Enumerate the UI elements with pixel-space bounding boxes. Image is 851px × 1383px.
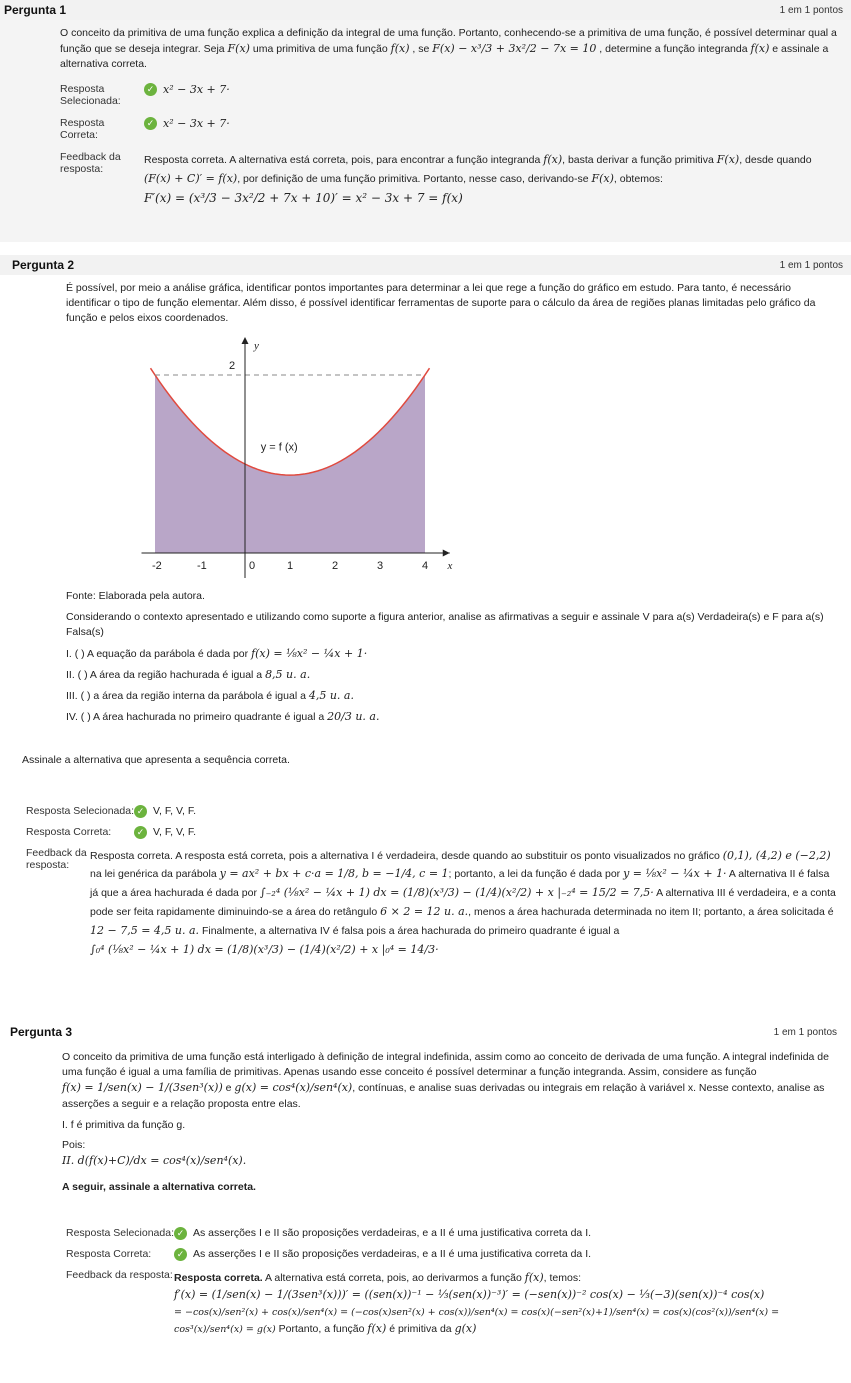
text: A alternativa II é falsa já que a área hachurada é dada por (90, 868, 830, 900)
question-text (62, 1050, 837, 1112)
text: , contínuas, e analise suas derivadas ou integrais em relação à variável x. Nesse contexto, analise as asserções a seguir e a relação proposta entre elas. (62, 1082, 825, 1110)
math: f(x) (367, 1322, 387, 1336)
text: , basta derivar a função primitiva (562, 153, 714, 166)
correct-answer-value: As asserções I e II são proposições verdadeiras, e a II é uma justificativa correta da I. (193, 1248, 592, 1261)
text: O conceito da primitiva de uma função explica a definição da integral de uma função. Portanto, conhecendo-se a primitiva de uma função, é possível determinar qual a função que se deseja integrar. Seja (60, 27, 837, 56)
selected-answer-label: Resposta Selecionada: (26, 804, 134, 817)
correct-answer-label: Resposta Correta: (26, 825, 112, 838)
question-2 (0, 255, 851, 968)
x-tick-labels (152, 560, 428, 572)
text: , desde quando (739, 153, 812, 166)
math: f′(x) = (1/sen(x) − 1/(3sen³(x)))′ = ((sen(x))⁻¹ − ⅓(sen(x))⁻³)′ = (−sen(x))⁻² cos(x) − ⅓(−3)(sen(x))⁻⁴ cos(x) (174, 1288, 765, 1302)
question-text: É possível, por meio a análise gráfica, identificar pontos importantes para determinar a lei que rege a função do gráfico em estudo. Para tanto, é necessário identificar o tipo de função elementar. Além disso, é possível identificar ferramentas de suporte para o cálculo da área de regiões planas limitadas pelo gráfico da função e pelos eixos coordenados. (66, 282, 816, 325)
selected-answer-value: V, F, V, F. (153, 804, 196, 817)
question-points: 1 em 1 pontos (779, 259, 843, 271)
text: , determine a função integranda (599, 43, 748, 56)
correct-answer (90, 826, 837, 839)
check-icon: ✓ (134, 805, 147, 818)
y-axis-arrow (242, 337, 249, 344)
statement-1 (66, 646, 837, 663)
correct-answer (174, 1248, 837, 1261)
feedback-label: Feedback da resposta: (60, 150, 121, 175)
question-3-header (0, 1022, 851, 1042)
text: , obtemos: (613, 172, 663, 185)
question-prompt: Assinale a alternativa que apresenta a sequência correta. (22, 754, 290, 767)
y-axis-label: y (254, 339, 259, 352)
math: y = ax² + bx + c·a = 1/8, b = −1/4, c = 1 (219, 867, 449, 881)
x-tick-label: 1 (287, 559, 294, 572)
question-3-body (0, 1042, 851, 1346)
question-prompt: A seguir, assinale a alternativa correta. (62, 1180, 256, 1193)
correct-answer (144, 117, 837, 141)
text: Finalmente, a alternativa IV é falsa pois a área hachurada do primeiro quadrante é igual a (201, 924, 620, 937)
math: g(x) = cos⁴(x)/sen⁴(x) (234, 1081, 353, 1095)
selected-answer (90, 805, 837, 818)
selected-answer (144, 83, 837, 107)
answer-grid (26, 805, 837, 960)
curve-label: y = f (x) (260, 441, 298, 454)
selected-answer-value: x² − 3x + 7· (163, 82, 230, 96)
selected-answer (174, 1227, 837, 1240)
selected-answer-label: Resposta Selecionada: (60, 82, 121, 107)
answer-grid (60, 83, 837, 210)
text: O conceito da primitiva de uma função está interligado à definição de integral indefinida, assim como ao conceito de derivada de uma função. A integral indefinida de uma função é igual a uma família de primitivas. Apenas usando esse conceito é possível determinar a função integranda. Assim, considere as função (62, 1051, 829, 1079)
math: 12 − 7,5 = 4,5 u. a. (90, 923, 200, 937)
math: 4,5 u. a. (308, 688, 354, 702)
text: , se (412, 43, 430, 56)
text: é primitiva da (389, 1323, 452, 1336)
question-title: Pergunta 3 (10, 1025, 73, 1039)
math: g(x) (454, 1322, 477, 1336)
text: , por definição de uma função primitiva. Portanto, nesse caso, derivando-se (237, 172, 589, 185)
math: F′(x) = (x³/3 − 3x²/2 + 7x + 10)′ = x² − 3x + 7 = f(x) (144, 191, 463, 206)
assertion-1: I. f é primitiva da função g. (62, 1118, 186, 1131)
x-tick-label: 2 (332, 559, 339, 572)
feedback-text (90, 847, 837, 960)
y-tick-label: 2 (229, 359, 236, 372)
x-tick-label: -2 (152, 559, 162, 572)
question-1-header (0, 0, 851, 20)
math: f(x) (390, 42, 410, 56)
question-points: 1 em 1 pontos (773, 1026, 837, 1038)
math: ∫₋₂⁴ (⅛x² − ¼x + 1) dx = (1/8)(x³/3) − (1/4)(x²/2) + x |₋₂⁴ = 15/2 = 7,5· (259, 886, 654, 900)
text: Resposta correta. A resposta está correta, pois a alternativa I é verdadeira, desde quando ao substituir os ponto visualizados no gráfico (90, 849, 720, 862)
statement-4 (66, 709, 837, 726)
parabola-chart (140, 333, 500, 583)
math: f(x) = 1/sen(x) − 1/(3sen³(x)) (62, 1081, 223, 1095)
text: I. ( ) A equação da parábola é dada por (66, 648, 249, 661)
statement-2 (66, 667, 837, 684)
text: Resposta correta. A alternativa está correta, pois, para encontrar a função integranda (144, 153, 541, 166)
x-axis-label: x (447, 559, 453, 572)
text: , temos: (543, 1272, 581, 1285)
math: ∫₀⁴ (⅛x² − ¼x + 1) dx = (1/8)(x³/3) − (1/4)(x²/2) + x |₀⁴ = 14/3· (90, 942, 439, 956)
question-title: Pergunta 1 (4, 3, 67, 17)
question-1-body (0, 20, 851, 242)
check-icon: ✓ (174, 1227, 187, 1240)
text: III. ( ) a área da região interna da parábola é igual a (66, 689, 306, 702)
figure-source: Fonte: Elaborada pela autora. (66, 589, 205, 602)
question-text (60, 26, 837, 73)
statement-3 (66, 688, 837, 705)
x-axis-arrow (443, 549, 450, 556)
x-tick-label: 4 (422, 559, 429, 572)
math: F(x) (716, 152, 740, 166)
text: e assinale a alternativa correta. (60, 43, 829, 71)
question-2-body (0, 275, 851, 968)
assertion-2: II. d(f(x)+C)/dx = cos⁴(x)/sen⁴(x). (62, 1154, 247, 1168)
text: na lei genérica da parábola (90, 868, 217, 881)
text: IV. ( ) A área hachurada no primeiro quadrante é igual a (66, 710, 325, 723)
question-1 (0, 0, 851, 242)
feedback-label: Feedback da resposta: (26, 846, 87, 871)
text: A alternativa III é verdadeira, e a conta pode ser feita rapidamente diminuindo-se a área do retângulo (90, 887, 836, 919)
math: = −cos(x)/sen²(x) + cos(x)/sen⁴(x) = (−cos(x)sen²(x) + cos(x))/sen⁴(x) = cos(x)(−sen²(x)+1)/sen⁴(x) = cos(x)(cos²(x))/sen⁴(x) = cos³(x)/sen⁴(x) = g(x) (174, 1306, 780, 1336)
shaded-area (155, 375, 425, 553)
selected-answer-value: As asserções I e II são proposições verdadeiras, e a II é uma justificativa correta da I. (193, 1227, 592, 1240)
question-title: Pergunta 2 (12, 258, 75, 272)
math: f(x) = ⅛x² − ¼x + 1· (251, 647, 368, 661)
math: y = ⅛x² − ¼x + 1· (623, 867, 727, 881)
text: ; portanto, a lei da função é dada por (448, 868, 621, 881)
x-tick-label: 0 (249, 559, 256, 572)
math: 20/3 u. a. (327, 709, 380, 723)
pois-label: Pois: (62, 1138, 86, 1151)
math: f(x) (543, 152, 563, 166)
text: e (225, 1082, 232, 1095)
text: Resposta correta. (174, 1272, 263, 1285)
math: f(x) (524, 1271, 544, 1285)
question-3 (0, 1022, 851, 1346)
answer-grid (66, 1227, 837, 1338)
check-icon: ✓ (174, 1248, 187, 1261)
feedback-text (174, 1269, 837, 1338)
instruction-text: Considerando o contexto apresentado e utilizando como suporte a figura anterior, analise as afirmativas a seguir e assinale V para a(s) Verdadeira(s) e F para a(s) Falsa(s) (66, 610, 824, 639)
feedback-label: Feedback da resposta: (66, 1269, 173, 1282)
text: , menos a área hachurada determinada no item II; portanto, a área solicitada é (468, 906, 834, 919)
correct-answer-value: x² − 3x + 7· (163, 116, 230, 130)
question-points: 1 em 1 pontos (779, 4, 843, 16)
math: (0,1), (4,2) e (−2,2) (722, 848, 831, 862)
math: 8,5 u. a. (265, 668, 311, 682)
math: F(x) − x³/3 + 3x²/2 − 7x = 10 (432, 42, 597, 56)
question-2-header (0, 255, 851, 275)
x-tick-label: -1 (197, 559, 207, 572)
correct-answer-label: Resposta Correta: (60, 116, 105, 141)
math: (F(x) + C)′ = f(x) (144, 171, 238, 185)
math: F(x) (227, 42, 250, 56)
x-tick-label: 3 (377, 559, 384, 572)
check-icon: ✓ (144, 117, 157, 130)
check-icon: ✓ (134, 826, 147, 839)
check-icon: ✓ (144, 83, 157, 96)
math: 6 × 2 = 12 u. a. (380, 905, 469, 919)
math: f(x) (750, 42, 770, 56)
math: F(x) (591, 171, 614, 185)
text: uma primitiva de uma função (252, 43, 388, 56)
text: A alternativa está correta, pois, ao derivarmos a função (265, 1272, 522, 1285)
correct-answer-value: V, F, V, F. (153, 825, 196, 838)
text: Portanto, a função (278, 1323, 365, 1336)
correct-answer-label: Resposta Correta: (66, 1248, 152, 1261)
text: II. ( ) A área da região hachurada é igual a (66, 669, 263, 682)
feedback-text (144, 151, 837, 210)
selected-answer-label: Resposta Selecionada: (66, 1227, 174, 1240)
